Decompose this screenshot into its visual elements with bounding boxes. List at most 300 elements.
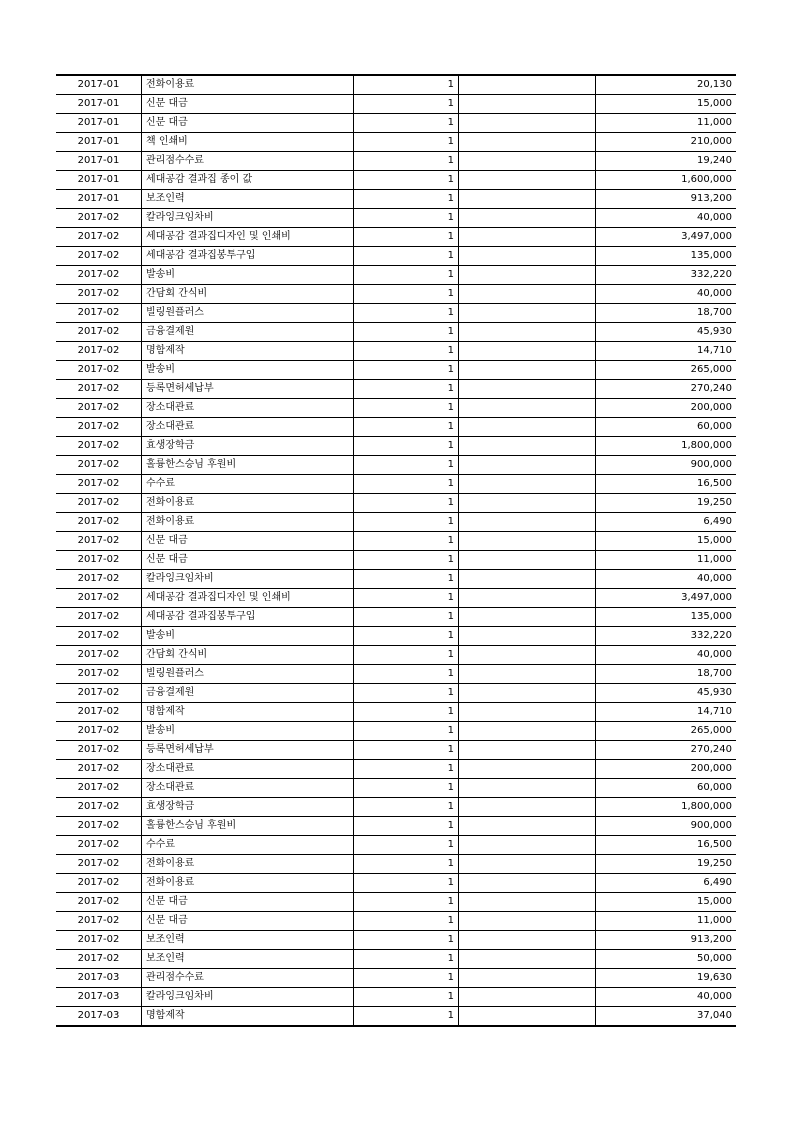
table-row	[56, 646, 736, 665]
description-cell: 홀륭한스승님 후원비	[142, 817, 354, 836]
date-cell: 2017-01	[56, 190, 142, 209]
description-cell: 전화이용료	[142, 855, 354, 874]
blank-cell	[459, 475, 596, 494]
date-cell: 2017-02	[56, 741, 142, 760]
blank-cell	[459, 722, 596, 741]
description-cell: 칼라잉크임차비	[142, 988, 354, 1007]
table-row	[56, 171, 736, 190]
quantity-cell: 1	[354, 836, 459, 855]
table-row	[56, 247, 736, 266]
blank-cell	[459, 532, 596, 551]
date-cell: 2017-02	[56, 570, 142, 589]
quantity-cell: 1	[354, 494, 459, 513]
table-row	[56, 266, 736, 285]
table-row	[56, 627, 736, 646]
blank-cell	[459, 323, 596, 342]
description-cell: 세대공감 결과집디자인 및 인쇄비	[142, 589, 354, 608]
amount-cell: 40,000	[596, 285, 737, 304]
quantity-cell: 1	[354, 608, 459, 627]
amount-cell: 1,800,000	[596, 798, 737, 817]
blank-cell	[459, 399, 596, 418]
quantity-cell: 1	[354, 361, 459, 380]
quantity-cell: 1	[354, 741, 459, 760]
blank-cell	[459, 703, 596, 722]
amount-cell: 265,000	[596, 361, 737, 380]
amount-cell: 135,000	[596, 608, 737, 627]
quantity-cell: 1	[354, 950, 459, 969]
date-cell: 2017-02	[56, 323, 142, 342]
table-row	[56, 684, 736, 703]
description-cell: 발송비	[142, 361, 354, 380]
quantity-cell: 1	[354, 817, 459, 836]
quantity-cell: 1	[354, 551, 459, 570]
table-row	[56, 741, 736, 760]
table-row	[56, 779, 736, 798]
amount-cell: 40,000	[596, 988, 737, 1007]
blank-cell	[459, 361, 596, 380]
blank-cell	[459, 209, 596, 228]
blank-cell	[459, 494, 596, 513]
description-cell: 명함제작	[142, 703, 354, 722]
blank-cell	[459, 95, 596, 114]
quantity-cell: 1	[354, 665, 459, 684]
date-cell: 2017-01	[56, 95, 142, 114]
description-cell: 칼라잉크임차비	[142, 570, 354, 589]
blank-cell	[459, 817, 596, 836]
table-row	[56, 969, 736, 988]
amount-cell: 11,000	[596, 912, 737, 931]
quantity-cell: 1	[354, 931, 459, 950]
amount-cell: 913,200	[596, 190, 737, 209]
description-cell: 홀륭한스승님 후원비	[142, 456, 354, 475]
blank-cell	[459, 855, 596, 874]
description-cell: 신문 대금	[142, 95, 354, 114]
description-cell: 책 인쇄비	[142, 133, 354, 152]
description-cell: 장소대관료	[142, 418, 354, 437]
table-row	[56, 836, 736, 855]
quantity-cell: 1	[354, 988, 459, 1007]
description-cell: 전화이용료	[142, 874, 354, 893]
amount-cell: 200,000	[596, 760, 737, 779]
quantity-cell: 1	[354, 798, 459, 817]
description-cell: 신문 대금	[142, 114, 354, 133]
date-cell: 2017-02	[56, 589, 142, 608]
blank-cell	[459, 247, 596, 266]
date-cell: 2017-02	[56, 722, 142, 741]
blank-cell	[459, 418, 596, 437]
quantity-cell: 1	[354, 456, 459, 475]
description-cell: 보조인력	[142, 950, 354, 969]
table-row	[56, 665, 736, 684]
table-row	[56, 437, 736, 456]
amount-cell: 11,000	[596, 114, 737, 133]
date-cell: 2017-01	[56, 152, 142, 171]
description-cell: 명함제작	[142, 342, 354, 361]
quantity-cell: 1	[354, 627, 459, 646]
date-cell: 2017-02	[56, 608, 142, 627]
amount-cell: 1,800,000	[596, 437, 737, 456]
date-cell: 2017-02	[56, 855, 142, 874]
date-cell: 2017-02	[56, 874, 142, 893]
amount-cell: 15,000	[596, 532, 737, 551]
blank-cell	[459, 75, 596, 95]
amount-cell: 900,000	[596, 817, 737, 836]
description-cell: 보조인력	[142, 931, 354, 950]
amount-cell: 15,000	[596, 95, 737, 114]
description-cell: 수수료	[142, 475, 354, 494]
table-row	[56, 931, 736, 950]
date-cell: 2017-02	[56, 779, 142, 798]
blank-cell	[459, 513, 596, 532]
blank-cell	[459, 342, 596, 361]
blank-cell	[459, 874, 596, 893]
quantity-cell: 1	[354, 304, 459, 323]
date-cell: 2017-02	[56, 760, 142, 779]
quantity-cell: 1	[354, 532, 459, 551]
description-cell: 신문 대금	[142, 551, 354, 570]
description-cell: 빌링원플러스	[142, 665, 354, 684]
date-cell: 2017-02	[56, 494, 142, 513]
blank-cell	[459, 969, 596, 988]
amount-cell: 18,700	[596, 665, 737, 684]
date-cell: 2017-02	[56, 684, 142, 703]
quantity-cell: 1	[354, 684, 459, 703]
date-cell: 2017-02	[56, 399, 142, 418]
date-cell: 2017-02	[56, 342, 142, 361]
amount-cell: 270,240	[596, 741, 737, 760]
blank-cell	[459, 608, 596, 627]
date-cell: 2017-02	[56, 551, 142, 570]
table-row	[56, 323, 736, 342]
description-cell: 수수료	[142, 836, 354, 855]
blank-cell	[459, 380, 596, 399]
date-cell: 2017-02	[56, 627, 142, 646]
description-cell: 간담회 간식비	[142, 285, 354, 304]
blank-cell	[459, 456, 596, 475]
amount-cell: 45,930	[596, 684, 737, 703]
table-row	[56, 114, 736, 133]
quantity-cell: 1	[354, 912, 459, 931]
amount-cell: 50,000	[596, 950, 737, 969]
blank-cell	[459, 266, 596, 285]
description-cell: 신문 대금	[142, 532, 354, 551]
table-row	[56, 133, 736, 152]
description-cell: 관리점수수료	[142, 152, 354, 171]
description-cell: 신문 대금	[142, 912, 354, 931]
quantity-cell: 1	[354, 893, 459, 912]
quantity-cell: 1	[354, 589, 459, 608]
date-cell: 2017-02	[56, 209, 142, 228]
quantity-cell: 1	[354, 1007, 459, 1027]
quantity-cell: 1	[354, 779, 459, 798]
table-row	[56, 513, 736, 532]
quantity-cell: 1	[354, 437, 459, 456]
amount-cell: 40,000	[596, 570, 737, 589]
description-cell: 장소대관료	[142, 399, 354, 418]
table-row	[56, 893, 736, 912]
table-row	[56, 570, 736, 589]
table-row	[56, 75, 736, 95]
amount-cell: 16,500	[596, 475, 737, 494]
table-row	[56, 95, 736, 114]
quantity-cell: 1	[354, 399, 459, 418]
table-row	[56, 456, 736, 475]
table-row	[56, 475, 736, 494]
amount-cell: 19,250	[596, 855, 737, 874]
date-cell: 2017-01	[56, 114, 142, 133]
table-row	[56, 1007, 736, 1027]
description-cell: 세대공감 결과집 종이 값	[142, 171, 354, 190]
amount-cell: 135,000	[596, 247, 737, 266]
description-cell: 전화이용료	[142, 494, 354, 513]
table-row	[56, 817, 736, 836]
amount-cell: 913,200	[596, 931, 737, 950]
description-cell: 전화이용료	[142, 513, 354, 532]
date-cell: 2017-03	[56, 1007, 142, 1027]
blank-cell	[459, 190, 596, 209]
amount-cell: 265,000	[596, 722, 737, 741]
table-row	[56, 342, 736, 361]
blank-cell	[459, 285, 596, 304]
amount-cell: 1,600,000	[596, 171, 737, 190]
date-cell: 2017-02	[56, 836, 142, 855]
amount-cell: 45,930	[596, 323, 737, 342]
table-row	[56, 874, 736, 893]
table-row	[56, 855, 736, 874]
description-cell: 장소대관료	[142, 760, 354, 779]
table-row	[56, 608, 736, 627]
table-row	[56, 798, 736, 817]
quantity-cell: 1	[354, 570, 459, 589]
table-row	[56, 912, 736, 931]
quantity-cell: 1	[354, 418, 459, 437]
table-row	[56, 228, 736, 247]
quantity-cell: 1	[354, 760, 459, 779]
table-row	[56, 380, 736, 399]
description-cell: 장소대관료	[142, 779, 354, 798]
table-row	[56, 494, 736, 513]
amount-cell: 18,700	[596, 304, 737, 323]
amount-cell: 332,220	[596, 266, 737, 285]
amount-cell: 19,630	[596, 969, 737, 988]
quantity-cell: 1	[354, 722, 459, 741]
quantity-cell: 1	[354, 285, 459, 304]
date-cell: 2017-02	[56, 437, 142, 456]
amount-cell: 210,000	[596, 133, 737, 152]
date-cell: 2017-02	[56, 361, 142, 380]
quantity-cell: 1	[354, 228, 459, 247]
description-cell: 효생장학금	[142, 437, 354, 456]
description-cell: 발송비	[142, 722, 354, 741]
amount-cell: 11,000	[596, 551, 737, 570]
table-row	[56, 532, 736, 551]
blank-cell	[459, 950, 596, 969]
amount-cell: 14,710	[596, 342, 737, 361]
quantity-cell: 1	[354, 152, 459, 171]
description-cell: 관리점수수료	[142, 969, 354, 988]
date-cell: 2017-02	[56, 475, 142, 494]
amount-cell: 900,000	[596, 456, 737, 475]
blank-cell	[459, 171, 596, 190]
blank-cell	[459, 437, 596, 456]
description-cell: 등록면허세납부	[142, 380, 354, 399]
amount-cell: 15,000	[596, 893, 737, 912]
amount-cell: 40,000	[596, 209, 737, 228]
description-cell: 발송비	[142, 627, 354, 646]
date-cell: 2017-02	[56, 646, 142, 665]
quantity-cell: 1	[354, 513, 459, 532]
date-cell: 2017-02	[56, 266, 142, 285]
quantity-cell: 1	[354, 190, 459, 209]
amount-cell: 19,240	[596, 152, 737, 171]
table-row	[56, 361, 736, 380]
date-cell: 2017-02	[56, 456, 142, 475]
description-cell: 금융결제원	[142, 323, 354, 342]
quantity-cell: 1	[354, 209, 459, 228]
date-cell: 2017-01	[56, 171, 142, 190]
amount-cell: 16,500	[596, 836, 737, 855]
quantity-cell: 1	[354, 171, 459, 190]
table-row	[56, 304, 736, 323]
blank-cell	[459, 988, 596, 1007]
quantity-cell: 1	[354, 969, 459, 988]
date-cell: 2017-02	[56, 817, 142, 836]
date-cell: 2017-02	[56, 532, 142, 551]
blank-cell	[459, 114, 596, 133]
amount-cell: 6,490	[596, 513, 737, 532]
amount-cell: 3,497,000	[596, 228, 737, 247]
amount-cell: 14,710	[596, 703, 737, 722]
date-cell: 2017-02	[56, 798, 142, 817]
date-cell: 2017-02	[56, 665, 142, 684]
amount-cell: 37,040	[596, 1007, 737, 1027]
table-row	[56, 988, 736, 1007]
quantity-cell: 1	[354, 703, 459, 722]
date-cell: 2017-02	[56, 912, 142, 931]
description-cell: 등록면허세납부	[142, 741, 354, 760]
quantity-cell: 1	[354, 75, 459, 95]
quantity-cell: 1	[354, 247, 459, 266]
description-cell: 효생장학금	[142, 798, 354, 817]
description-cell: 명함제작	[142, 1007, 354, 1027]
description-cell: 전화이용료	[142, 75, 354, 95]
description-cell: 빌링원플러스	[142, 304, 354, 323]
table-row	[56, 285, 736, 304]
table-row	[56, 418, 736, 437]
date-cell: 2017-02	[56, 931, 142, 950]
table-row	[56, 399, 736, 418]
amount-cell: 270,240	[596, 380, 737, 399]
description-cell: 세대공감 결과집봉투구입	[142, 247, 354, 266]
amount-cell: 20,130	[596, 75, 737, 95]
blank-cell	[459, 665, 596, 684]
blank-cell	[459, 1007, 596, 1027]
blank-cell	[459, 741, 596, 760]
description-cell: 세대공감 결과집봉투구입	[142, 608, 354, 627]
table-row	[56, 551, 736, 570]
amount-cell: 332,220	[596, 627, 737, 646]
date-cell: 2017-02	[56, 304, 142, 323]
description-cell: 세대공감 결과집디자인 및 인쇄비	[142, 228, 354, 247]
description-cell: 보조인력	[142, 190, 354, 209]
quantity-cell: 1	[354, 114, 459, 133]
amount-cell: 40,000	[596, 646, 737, 665]
table-row	[56, 190, 736, 209]
blank-cell	[459, 779, 596, 798]
quantity-cell: 1	[354, 342, 459, 361]
description-cell: 칼라잉크임차비	[142, 209, 354, 228]
table-row	[56, 950, 736, 969]
quantity-cell: 1	[354, 323, 459, 342]
date-cell: 2017-02	[56, 950, 142, 969]
table-row	[56, 760, 736, 779]
blank-cell	[459, 589, 596, 608]
table-row	[56, 589, 736, 608]
date-cell: 2017-02	[56, 513, 142, 532]
date-cell: 2017-01	[56, 75, 142, 95]
blank-cell	[459, 893, 596, 912]
blank-cell	[459, 627, 596, 646]
date-cell: 2017-02	[56, 228, 142, 247]
table-row	[56, 152, 736, 171]
amount-cell: 3,497,000	[596, 589, 737, 608]
ledger-body	[56, 75, 736, 1026]
description-cell: 신문 대금	[142, 893, 354, 912]
amount-cell: 60,000	[596, 418, 737, 437]
quantity-cell: 1	[354, 95, 459, 114]
date-cell: 2017-02	[56, 703, 142, 722]
blank-cell	[459, 228, 596, 247]
blank-cell	[459, 836, 596, 855]
blank-cell	[459, 570, 596, 589]
expense-ledger-table	[56, 74, 736, 1027]
table-row	[56, 722, 736, 741]
quantity-cell: 1	[354, 855, 459, 874]
description-cell: 발송비	[142, 266, 354, 285]
amount-cell: 60,000	[596, 779, 737, 798]
amount-cell: 200,000	[596, 399, 737, 418]
date-cell: 2017-02	[56, 247, 142, 266]
blank-cell	[459, 931, 596, 950]
blank-cell	[459, 133, 596, 152]
date-cell: 2017-02	[56, 418, 142, 437]
blank-cell	[459, 646, 596, 665]
blank-cell	[459, 152, 596, 171]
blank-cell	[459, 304, 596, 323]
quantity-cell: 1	[354, 133, 459, 152]
quantity-cell: 1	[354, 646, 459, 665]
table-row	[56, 703, 736, 722]
blank-cell	[459, 684, 596, 703]
amount-cell: 19,250	[596, 494, 737, 513]
date-cell: 2017-02	[56, 893, 142, 912]
quantity-cell: 1	[354, 475, 459, 494]
blank-cell	[459, 551, 596, 570]
description-cell: 간담회 간식비	[142, 646, 354, 665]
blank-cell	[459, 798, 596, 817]
date-cell: 2017-02	[56, 285, 142, 304]
table-row	[56, 209, 736, 228]
blank-cell	[459, 760, 596, 779]
quantity-cell: 1	[354, 266, 459, 285]
quantity-cell: 1	[354, 380, 459, 399]
date-cell: 2017-03	[56, 969, 142, 988]
blank-cell	[459, 912, 596, 931]
quantity-cell: 1	[354, 874, 459, 893]
date-cell: 2017-01	[56, 133, 142, 152]
date-cell: 2017-02	[56, 380, 142, 399]
description-cell: 금융결제원	[142, 684, 354, 703]
